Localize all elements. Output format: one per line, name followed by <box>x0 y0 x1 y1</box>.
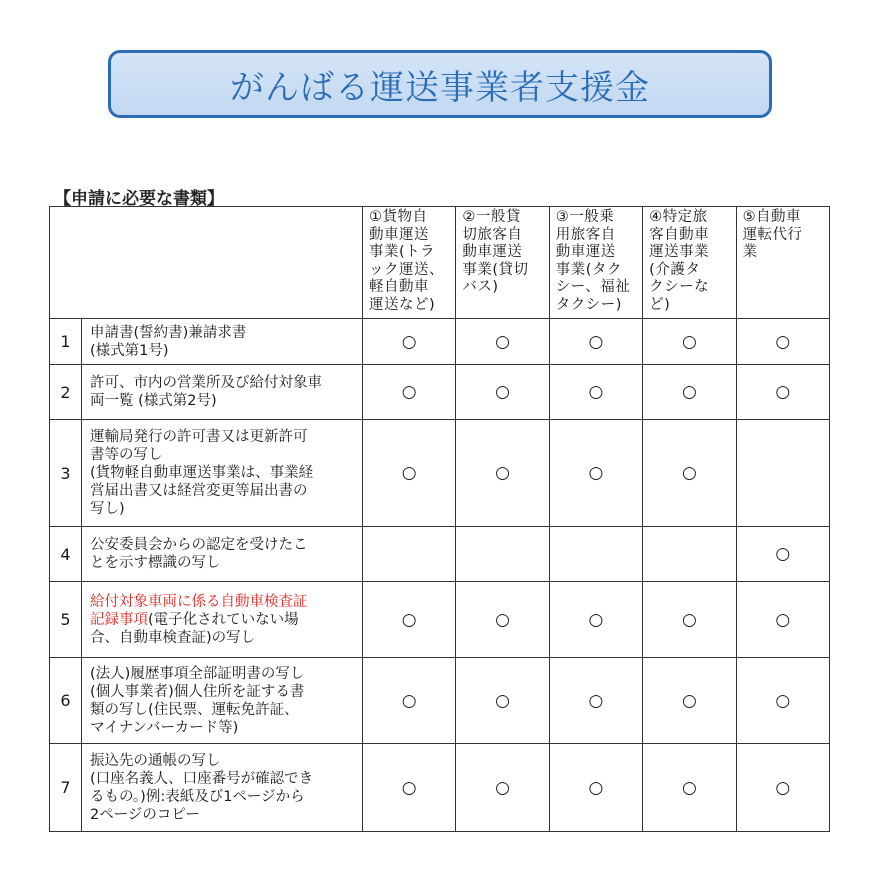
required-mark: ○ <box>495 331 510 352</box>
table-row <box>50 658 830 744</box>
requirement-cell <box>643 365 736 420</box>
requirement-cell <box>363 744 456 832</box>
required-mark: ○ <box>401 331 417 352</box>
document-cell <box>82 582 363 658</box>
section-heading: 【申請に必要な書類】 <box>54 189 224 209</box>
required-mark: ○ <box>495 777 510 798</box>
table-row <box>50 744 830 832</box>
requirement-cell <box>549 319 642 365</box>
required-mark: ○ <box>775 609 791 630</box>
document-cell <box>82 420 363 527</box>
required-mark: ○ <box>401 609 417 630</box>
required-mark: ○ <box>681 609 697 630</box>
table-row <box>50 527 830 582</box>
required-mark: ○ <box>681 690 697 711</box>
row-number: 6 <box>50 658 82 744</box>
required-mark: ○ <box>681 777 697 798</box>
requirement-cell <box>643 319 736 365</box>
required-mark: ○ <box>401 382 417 402</box>
column-header-special-passenger: ④特定旅 客自動車 運送事業 (介護タ クシーな ど) <box>643 207 736 319</box>
requirement-cell <box>736 582 829 658</box>
header-blank-cell <box>50 207 363 319</box>
requirement-cell <box>736 527 829 582</box>
required-mark: ○ <box>681 463 697 483</box>
requirement-cell <box>456 420 549 527</box>
requirement-cell <box>363 420 456 527</box>
document-cell <box>82 527 363 582</box>
required-mark: ○ <box>588 609 604 630</box>
document-cell <box>82 365 363 420</box>
required-mark: ○ <box>401 690 417 711</box>
requirement-cell <box>549 744 642 832</box>
requirement-cell <box>643 658 736 744</box>
required-mark: ○ <box>775 382 791 402</box>
requirement-cell <box>456 744 549 832</box>
required-mark: ○ <box>775 690 791 711</box>
requirement-cell <box>456 365 549 420</box>
requirement-cell <box>456 658 549 744</box>
requirement-cell <box>363 365 456 420</box>
requirement-cell <box>736 744 829 832</box>
document-text: (電子化されていない場 合、自動車検査証)の写し <box>90 611 299 646</box>
requirement-cell <box>456 527 549 582</box>
requirement-cell <box>736 319 829 365</box>
table-row <box>50 319 830 365</box>
row-number: 5 <box>50 582 82 658</box>
page-title: がんばる運送事業者支援金 <box>230 67 650 108</box>
document-text: 公安委員会からの認定を受けたこ とを示す標識の写し <box>90 537 308 571</box>
document-text: 申請書(誓約書)兼請求書 (様式第1号) <box>90 324 247 359</box>
requirement-cell <box>736 420 829 527</box>
required-mark: ○ <box>775 331 791 352</box>
requirement-cell <box>363 527 456 582</box>
requirement-cell <box>549 527 642 582</box>
row-number: 4 <box>50 527 82 582</box>
required-mark: ○ <box>681 382 697 402</box>
requirement-cell <box>363 658 456 744</box>
document-text: 振込先の通帳の写し (口座名義人、口座番号が確認でき るもの。)例:表紙及び1ページから 2ページのコピー <box>90 752 314 823</box>
required-mark: ○ <box>401 463 417 483</box>
table-row <box>50 365 830 420</box>
document-cell <box>82 658 363 744</box>
required-mark: ○ <box>775 544 791 564</box>
requirement-cell <box>549 420 642 527</box>
requirement-cell <box>549 658 642 744</box>
requirement-cell <box>643 582 736 658</box>
document-text: (法人)履歴事項全部証明書の写し (個人事業者)個人住所を証する書 類の写し(住民票、運転免許証、 マイナンバーカード等) <box>90 665 305 736</box>
header-row <box>50 207 830 319</box>
required-mark: ○ <box>588 690 604 711</box>
requirement-cell <box>643 420 736 527</box>
required-mark: ○ <box>588 463 604 483</box>
requirement-cell <box>456 319 549 365</box>
requirement-cell <box>363 319 456 365</box>
requirement-cell <box>456 582 549 658</box>
requirement-cell <box>736 658 829 744</box>
required-documents-table <box>49 206 830 832</box>
document-highlight-text: 給付対象車両に係る自動車検査証 記録事項 <box>90 593 308 628</box>
required-mark: ○ <box>588 331 604 352</box>
requirement-cell <box>549 365 642 420</box>
required-mark: ○ <box>588 777 604 798</box>
requirement-cell <box>549 582 642 658</box>
requirement-cell <box>736 365 829 420</box>
document-text: 許可、市内の営業所及び給付対象車 両一覧 (様式第2号) <box>90 375 322 409</box>
column-header-taxi: ③一般乗 用旅客自 動車運送 事業(タク シー、福祉 タクシー) <box>549 207 642 319</box>
title-banner <box>108 50 772 118</box>
row-number: 3 <box>50 420 82 527</box>
row-number: 7 <box>50 744 82 832</box>
required-mark: ○ <box>681 331 697 352</box>
required-mark: ○ <box>401 777 417 798</box>
required-mark: ○ <box>495 382 510 402</box>
required-mark: ○ <box>495 690 510 711</box>
required-mark: ○ <box>588 382 604 402</box>
document-cell <box>82 319 363 365</box>
required-mark: ○ <box>775 777 791 798</box>
requirement-cell <box>643 527 736 582</box>
column-header-freight: ①貨物自 動車運送 事業(トラ ック運送、 軽自動車 運送など) <box>363 207 456 319</box>
required-mark: ○ <box>495 463 510 483</box>
requirement-cell <box>363 582 456 658</box>
column-header-charter-bus: ②一般貸 切旅客自 動車運送 事業(貸切 バス) <box>456 207 549 319</box>
row-number: 1 <box>50 319 82 365</box>
document-cell <box>82 744 363 832</box>
requirement-cell <box>643 744 736 832</box>
table-row <box>50 582 830 658</box>
document-text: 運輸局発行の許可書又は更新許可 書等の写し (貨物軽自動車運送事業は、事業経 営届出書又は経営変更等届出書の 写し) <box>90 429 314 517</box>
row-number: 2 <box>50 365 82 420</box>
table-row <box>50 420 830 527</box>
required-mark: ○ <box>495 609 510 630</box>
column-header-designated-driver: ⑤自動車 運転代行 業 <box>736 207 829 319</box>
